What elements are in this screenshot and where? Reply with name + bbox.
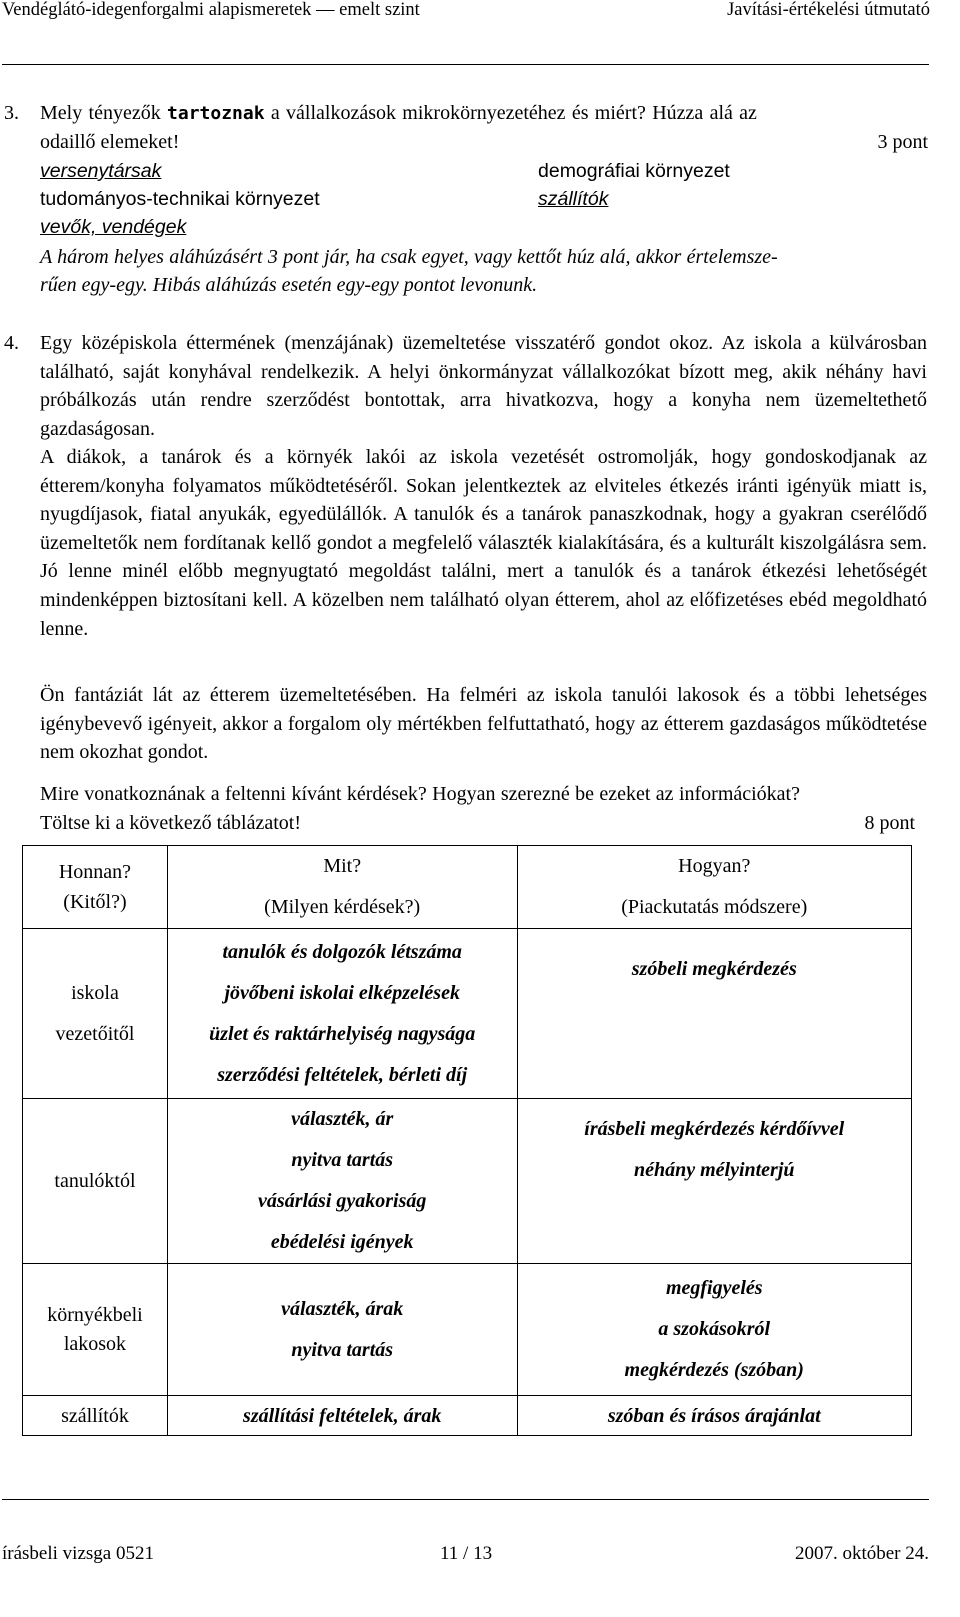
header-source: Honnan? (Kitől?) bbox=[23, 846, 168, 929]
footer-exam: írásbeli vizsga 0521 bbox=[2, 1543, 154, 1564]
q3-line2: odaillő elemeket! bbox=[40, 131, 180, 153]
header-guide: Javítási-értékelési útmutató bbox=[727, 0, 930, 20]
q3-bold-word: tartoznak bbox=[167, 103, 265, 124]
q3-item-suppliers: szállítók bbox=[538, 188, 609, 210]
page-header bbox=[2, 0, 930, 30]
table-row bbox=[23, 1099, 912, 1264]
table-header-row bbox=[23, 846, 912, 929]
footer-page-number: 11 / 13 bbox=[440, 1543, 493, 1564]
cell-source: szállítók bbox=[23, 1396, 168, 1436]
header-rule bbox=[2, 64, 929, 65]
q3-item-demographic: demográfiai környezet bbox=[538, 160, 730, 182]
header-how: Hogyan? (Piackutatás módszere) bbox=[517, 846, 912, 929]
q3-text-after: a vállalkozások mikrokörnyezetéhez és miért? Húzza alá az bbox=[264, 102, 757, 124]
q3-item-scientific: tudományos-technikai környezet bbox=[40, 188, 320, 210]
market-research-table bbox=[22, 845, 912, 1436]
header-title: Vendéglátó-idegenforgalmi alapismeretek — emelt szint bbox=[2, 0, 420, 20]
cell-how: írásbeli megkérdezés kérdőívvel néhány mélyinterjú bbox=[517, 1099, 912, 1264]
q3-text-before: Mely tényezők bbox=[40, 102, 168, 124]
q4-paragraph-3: Ön fantáziát lát az étterem üzemeltetésében. Ha felméri az iskola tanulói lakosok és a többi lehetséges igénybevevő igényeit, akkor a forgalom oly mértékben felfuttatható, hogy az étterem gazdaságos működtetése nem okozhat gondot. bbox=[40, 684, 927, 764]
cell-how: megfigyelés a szokásokról megkérdezés (szóban) bbox=[517, 1264, 912, 1396]
cell-what: választék, ár nyitva tartás vásárlási gyakoriság ebédelési igények bbox=[167, 1099, 517, 1264]
table-row bbox=[23, 1264, 912, 1396]
cell-what: tanulók és dolgozók létszáma jövőbeni iskolai elképzelések üzlet és raktárhelyiség nagysága szerződési feltételek, bérleti díj bbox=[167, 929, 517, 1099]
table-row bbox=[23, 929, 912, 1099]
q4-points: 8 pont bbox=[864, 812, 915, 834]
q4-paragraph-1: Egy középiskola éttermének (menzájának) üzemeltetése visszatérő gondot okoz. Az iskola a külvárosban található, saját konyhával rendelkezik. A helyi önkormányzat vállalkozókat bízott meg, akik néhány havi próbálkozás után rendre szerződést bontottak, arra hivatkozva, hogy a konyha nem üzemeltethető gazdaságosan. bbox=[40, 332, 927, 440]
cell-source: környékbeli lakosok bbox=[23, 1264, 168, 1396]
footer-date: 2007. október 24. bbox=[794, 1543, 929, 1564]
q3-item-customers: vevők, vendégek bbox=[40, 216, 187, 238]
cell-how: szóbeli megkérdezés bbox=[517, 929, 912, 1099]
q3-points: 3 pont bbox=[877, 131, 928, 153]
cell-how: szóban és írásos árajánlat bbox=[517, 1396, 912, 1436]
footer-rule bbox=[2, 1499, 929, 1500]
q4-paragraph-2: A diákok, a tanárok és a környék lakói az iskola vezetését ostromolják, hogy gondoskodjanak az étterem/konyha folyamatos működtetéséről. Sokan jelentkeztek az elviteles étkezés iránti igényük miatt is, nyugdíjasok, fiatal anyukák, egyedülállók. A tanulók és a tanárok panaszkodnak, hogy a gyakran cserélődő üzemeltetők nem fordítanak kellő gondot a megfelelő választék kialakítására, és a kulturált kiszolgálásra sem. Jó lenne minél előbb megnyugtató megoldást találni, mert a tanulók és a tanárok étkezési lehetőségét mindenképpen biztosítani kell. A közelben nem található olyan étterem, ahol az előfizetéses ebéd megoldható lenne. bbox=[40, 446, 927, 640]
cell-what: választék, árak nyitva tartás bbox=[167, 1264, 517, 1396]
header-what: Mit? (Milyen kérdések?) bbox=[167, 846, 517, 929]
table-row bbox=[23, 1396, 912, 1436]
q4-number: 4. bbox=[4, 332, 19, 354]
q4-paragraph-4: Mire vonatkoznának a feltenni kívánt kérdések? Hogyan szerezné be ezeket az információkat? Töltse ki a következő táblázatot! bbox=[40, 783, 800, 834]
q3-number: 3. bbox=[4, 102, 19, 124]
cell-source: iskola vezetőitől bbox=[23, 929, 168, 1099]
q3-item-competitors: versenytársak bbox=[40, 160, 162, 182]
cell-source: tanulóktól bbox=[23, 1099, 168, 1264]
cell-what: szállítási feltételek, árak bbox=[167, 1396, 517, 1436]
q3-note-line1: A három helyes aláhúzásért 3 pont jár, ha csak egyet, vagy kettőt húz alá, akkor értelemsze- bbox=[40, 246, 778, 268]
q3-note-line2: rűen egy-egy. Hibás aláhúzás esetén egy-egy pontot levonunk. bbox=[40, 274, 538, 296]
